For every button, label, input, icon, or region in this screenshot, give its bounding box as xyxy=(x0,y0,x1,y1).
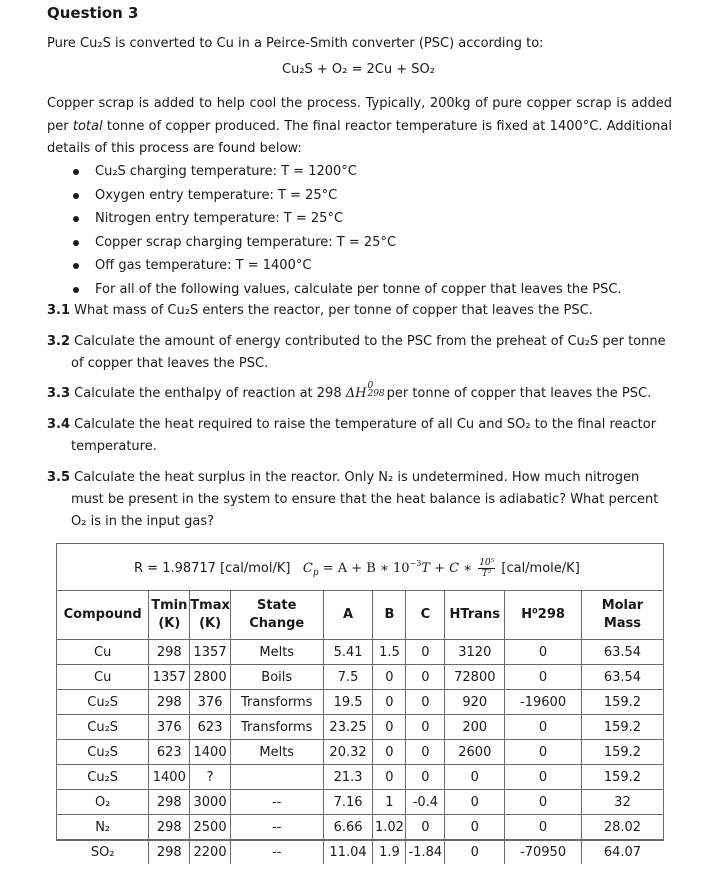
list-item: Copper scrap charging temperature: T = 25°C xyxy=(75,231,622,255)
question-3-5: 3.5 Calculate the heat surplus in the reactor. Only N₂ is undetermined. How much nitrogen must be present in the system to ensure that the heat balance is adiabatic? What percent O₂ is in the input gas? xyxy=(47,470,659,529)
table-row: N₂ 298 2500 -- 6.66 1.02 0 0 0 28.02 xyxy=(57,815,663,840)
question-3-1: 3.1 What mass of Cu₂S enters the reactor, per tonne of copper that leaves the PSC. xyxy=(47,303,593,318)
header-tmin: Tmin (K) xyxy=(149,591,190,640)
process-description: Copper scrap is added to help cool the process. Typically, 200kg of pure copper scrap is added per total tonne of copper produced. The final reactor temperature is fixed at 1400°C. Additional details of this process are found below: xyxy=(47,96,672,156)
cp-formula: $C_p = A + B$ ∗ $10^{-3}T + C$ ∗ $\frac{\text{10⁵}}{\text{T²}}$ xyxy=(302,558,495,579)
header-tmax: Tmax (K) xyxy=(190,591,231,640)
table-header-row xyxy=(57,591,663,640)
bullet-icon xyxy=(73,193,79,199)
question-3-2: 3.2 Calculate the amount of energy contributed to the PSC from the preheat of Cu₂S per tonne of copper that leaves the PSC. xyxy=(47,334,666,371)
bullet-icon xyxy=(73,240,79,246)
list-item: For all of the following values, calculate per tonne of copper that leaves the PSC. xyxy=(75,278,622,302)
reaction-equation: Cu₂S + O₂ = 2Cu + SO₂ xyxy=(282,62,435,77)
header-htrans: HTrans xyxy=(445,591,505,640)
header-h298: H⁰298 xyxy=(505,591,582,640)
table-row: Cu 298 1357 Melts 5.41 1.5 0 3120 0 63.54 xyxy=(57,640,663,665)
header-c: C xyxy=(406,591,445,640)
bullet-icon xyxy=(73,216,79,222)
table-row: O₂ 298 3000 -- 7.16 1 -0.4 0 0 32 xyxy=(57,790,663,815)
table-row: Cu₂S 298 376 Transforms 19.5 0 0 920 -19600 159.2 xyxy=(57,690,663,715)
thermo-data-table xyxy=(56,543,664,860)
table-body xyxy=(57,640,663,865)
cp-unit: [cal/mole/K] xyxy=(497,561,580,576)
table-row: Cu 1357 2800 Boils 7.5 0 0 72800 0 63.54 xyxy=(57,665,663,690)
bullet-icon xyxy=(73,263,79,269)
table-row: Cu₂S 623 1400 Melts 20.32 0 0 2600 0 159.2 xyxy=(57,740,663,765)
list-item: Cu₂S charging temperature: T = 1200°C xyxy=(75,160,622,184)
table-row: Cu₂S 376 623 Transforms 23.25 0 0 200 0 159.2 xyxy=(57,715,663,740)
question-3-3: 3.3 Calculate the enthalpy of reaction at 298 ΔH 0 298 per tonne of copper that leaves the PSC. xyxy=(47,381,652,401)
table-row: Cu₂S 1400 ? 21.3 0 0 0 0 159.2 xyxy=(57,765,663,790)
header-b: B xyxy=(373,591,406,640)
header-state-change: State Change xyxy=(230,591,323,640)
question-title: Question 3 xyxy=(47,4,139,22)
list-item: Off gas temperature: T = 1400°C xyxy=(75,254,622,278)
intro-text: Pure Cu₂S is converted to Cu in a Peirce-Smith converter (PSC) according to: xyxy=(47,36,544,51)
process-details-list xyxy=(75,160,622,302)
header-a: A xyxy=(323,591,373,640)
bullet-icon xyxy=(73,287,79,293)
question-3-4: 3.4 Calculate the heat required to raise the temperature of all Cu and SO₂ to the final reactor temperature. xyxy=(47,417,657,454)
bullet-icon xyxy=(73,169,79,175)
table-row: SO₂ 298 2200 -- 11.04 1.9 -1.84 0 -70950 64.07 xyxy=(57,840,663,865)
list-item: Oxygen entry temperature: T = 25°C xyxy=(75,184,622,208)
header-molar-mass: Molar Mass xyxy=(581,591,663,640)
header-compound: Compound xyxy=(57,591,149,640)
table-formula-row xyxy=(57,544,663,591)
gas-constant: R = 1.98717 [cal/mol/K] xyxy=(134,561,291,576)
cp-fraction: $\frac{\text{10⁵}}{\text{T²}}$ xyxy=(479,558,495,579)
list-item: Nitrogen entry temperature: T = 25°C xyxy=(75,207,622,231)
data-table xyxy=(57,591,663,864)
